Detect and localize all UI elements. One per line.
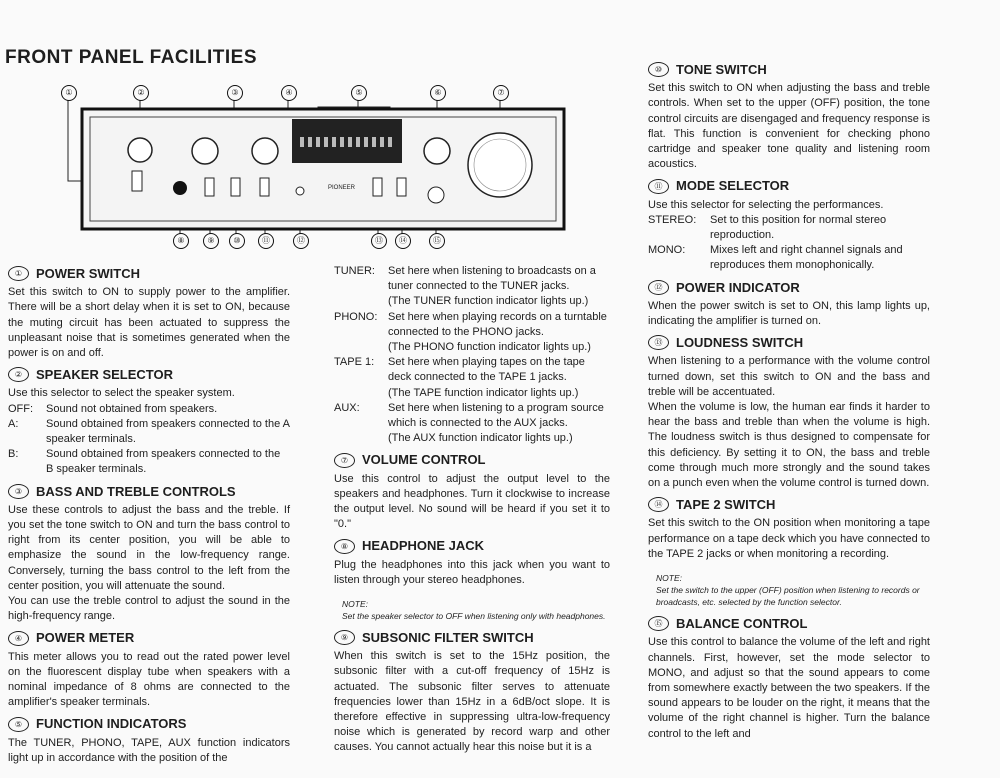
- note-box: [342, 598, 610, 622]
- section-heading: [8, 484, 290, 499]
- callout-4: ④: [281, 85, 297, 101]
- section-body: Use this control to adjust the output level to the speakers and headphones. Turn it clockwise to increase the output level. No sound will be heard if you set it to "0.": [334, 472, 610, 531]
- definition-desc: Set here when playing tapes on the tape deck connected to the TAPE 1 jacks.: [388, 356, 585, 384]
- definition-note: (The TAPE function indicator lights up.): [388, 386, 579, 399]
- heading-text: TONE SWITCH: [676, 62, 767, 77]
- section-number: ⑦: [334, 453, 355, 468]
- section-number: ⑤: [8, 717, 29, 732]
- heading-text: POWER INDICATOR: [676, 279, 800, 295]
- note-title: NOTE:: [656, 573, 682, 584]
- note-text: Set the speaker selector to OFF when listening only with headphones.: [342, 611, 606, 622]
- column-1: [8, 260, 290, 766]
- definition-row: [648, 243, 930, 273]
- definition-row: [8, 417, 290, 447]
- callout-9: ⑨: [203, 233, 219, 249]
- definition-term: MONO:: [648, 244, 686, 257]
- section-body: This meter allows you to read out the rated power level on the fluorescent display tube when speakers with a nominal impedance of 8 ohms are connected to the amplifier's speaker terminals.: [8, 650, 290, 709]
- section-heading: [648, 280, 930, 295]
- definition-row: [648, 213, 930, 243]
- callout-8: ⑧: [173, 233, 189, 249]
- section-body: Use these controls to adjust the bass and the treble. If you set the tone switch to ON and turn the bass control to right from its center position, you will be able to emphasize the sound in the low-frequency range. Conversely, turning the bass control to the left from the center position, you will attenuate the sound.: [8, 503, 290, 592]
- section-heading: [334, 630, 610, 645]
- section-heading: [8, 367, 290, 382]
- section-number: ③: [8, 484, 29, 499]
- definition-row: [8, 402, 290, 417]
- definition-row: [334, 355, 610, 401]
- front-panel-diagram: [60, 85, 605, 255]
- section-heading: [334, 538, 610, 553]
- section-heading: [8, 716, 290, 731]
- heading-text: POWER METER: [36, 630, 135, 646]
- column-3: [648, 56, 930, 742]
- section-number: ⑫: [648, 280, 669, 295]
- brand-label: PIONEER: [328, 185, 356, 191]
- heading-text: TAPE 2 SWITCH: [676, 497, 776, 513]
- definition-desc: Set here when listening to broadcasts on a tuner connected to the TUNER jacks.: [388, 265, 596, 293]
- definition-row: [334, 401, 610, 447]
- heading-text: BASS AND TREBLE CONTROLS: [36, 483, 236, 499]
- section-number: ④: [8, 631, 29, 646]
- page-title: FRONT PANEL FACILITIES: [5, 47, 258, 68]
- section-number: ①: [8, 266, 29, 281]
- definition-note: (The TUNER function indicator lights up.): [388, 295, 589, 308]
- section-heading: [648, 335, 930, 350]
- definition-term: PHONO:: [334, 310, 378, 323]
- section-number: ⑮: [648, 616, 669, 631]
- section-body: Plug the headphones into this jack when you want to listen through your stereo headphones.: [334, 558, 610, 586]
- definition-note: (The AUX function indicator lights up.): [388, 432, 573, 445]
- section-heading: [8, 630, 290, 645]
- section-body-2: You can use the treble control to adjust the sound in the high-frequency range.: [8, 595, 290, 623]
- callout-1: ①: [61, 85, 77, 101]
- section-body: When listening to a performance with the volume control turned down, set this switch to ON and the bass and treble will be accentuated.: [648, 355, 930, 398]
- definition-desc: Sound obtained from speakers connected to the A speaker terminals.: [46, 417, 290, 446]
- section-number: ⑩: [648, 62, 669, 77]
- section-heading: [334, 452, 610, 467]
- section-intro: Use this selector for selecting the performances.: [648, 198, 884, 211]
- definition-desc: Sound not obtained from speakers.: [46, 402, 218, 415]
- definition-term: TAPE 1:: [334, 356, 375, 369]
- section-number: ⑬: [648, 335, 669, 350]
- note-title: NOTE:: [342, 599, 368, 610]
- definition-row: [8, 447, 290, 477]
- section-heading: [648, 178, 930, 193]
- definition-note: (The PHONO function indicator lights up.): [388, 341, 591, 354]
- section-body: When the power switch is set to ON, this lamp lights up, indicating the amplifier is turned on.: [648, 299, 930, 328]
- section-body: Set this switch to ON to supply power to the amplifier. There will be a short delay when it is set to ON, because the muting circuit has been actuated to suppress the unpleasant noise that is sometimes generated when the power is on and off.: [8, 286, 290, 360]
- callout-6: ⑥: [430, 85, 446, 101]
- heading-text: SUBSONIC FILTER SWITCH: [362, 630, 534, 646]
- heading-text: MODE SELECTOR: [676, 178, 790, 194]
- column-2: [334, 264, 610, 756]
- definition-term: STEREO:: [648, 213, 697, 226]
- definition-desc: Set to this position for normal stereo reproduction.: [710, 213, 887, 242]
- callout-11: ⑪: [258, 233, 274, 249]
- section-heading: [648, 497, 930, 512]
- section-heading: [648, 616, 930, 631]
- heading-text: VOLUME CONTROL: [362, 452, 486, 468]
- definition-desc: Set here when playing records on a turntable connected to the PHONO jacks.: [388, 310, 607, 338]
- callout-15: ⑮: [429, 233, 445, 249]
- section-heading: [648, 62, 930, 77]
- section-body: The TUNER, PHONO, TAPE, AUX function indicators light up in accordance with the position of the: [8, 736, 290, 764]
- callout-3: ③: [227, 85, 243, 101]
- section-intro: Use this selector to select the speaker system.: [8, 387, 235, 400]
- callout-12: ⑫: [293, 233, 309, 249]
- heading-text: LOUDNESS SWITCH: [676, 335, 804, 351]
- section-number: ⑧: [334, 539, 355, 554]
- section-body: Set this switch to the ON position when monitoring a tape performance on a tape deck which you have connected to the TAPE 2 jacks or when monitoring a recording.: [648, 517, 930, 560]
- callout-10: ⑩: [229, 233, 245, 249]
- callout-7: ⑦: [493, 85, 509, 101]
- definition-desc: Set here when listening to a program source which is connected to the AUX jacks.: [388, 401, 604, 430]
- callout-5: ⑤: [351, 85, 367, 101]
- callout-2: ②: [133, 85, 149, 101]
- callout-14: ⑭: [395, 233, 411, 249]
- amplifier-drawing: [60, 85, 605, 255]
- section-number: ⑭: [648, 497, 669, 512]
- note-box: [656, 572, 930, 608]
- definition-desc: Mixes left and right channel signals and reproduces them monophonically.: [710, 244, 903, 272]
- section-body: When this switch is set to the 15Hz position, the subsonic filter with a cut-off frequency of 15Hz is actuated. The subsonic filter serves to attenuate frequencies lower than 15Hz in a 6dB/oct slope. It is therefore effective in suppressing ultra-low-frequency noise which is generated by record warp and other causes. You cannot actually hear this noise but it is a: [334, 650, 610, 754]
- section-number: ②: [8, 367, 29, 382]
- section-heading: [8, 266, 290, 281]
- heading-text: POWER SWITCH: [36, 266, 140, 281]
- callout-13: ⑬: [371, 233, 387, 249]
- heading-text: BALANCE CONTROL: [676, 616, 808, 632]
- section-body: Set this switch to ON when adjusting the bass and treble controls. When set to the upper (OFF) position, the tone control circuits are disengaged and frequency response is flat. This function is convenient for checking phono cartridge and speaker tone quality and listening room acoustics.: [648, 82, 930, 171]
- definition-term: TUNER:: [334, 265, 375, 277]
- heading-text: HEADPHONE JACK: [362, 538, 485, 554]
- section-number: ⑪: [648, 179, 669, 194]
- section-body-2: When the volume is low, the human ear finds it harder to hear the bass and treble than when the volume is high. The loudness switch is thus designed to compensate for this deficiency. By setting it to ON, the bass and treble come through much more strongly and the sound takes on a punch even when the volume control is turned down.: [648, 401, 930, 490]
- definition-desc: Sound obtained from speakers connected to the B speaker terminals.: [46, 448, 281, 476]
- definition-term: OFF:: [8, 402, 34, 415]
- heading-text: FUNCTION INDICATORS: [36, 716, 187, 732]
- heading-text: SPEAKER SELECTOR: [36, 367, 174, 383]
- definition-term: B:: [8, 448, 19, 461]
- section-body: Use this control to balance the volume of the left and right channels. First, however, set the mode selector to MONO, and adjust so that the sound appears to come from somewhere exactly between the two speakers. If the sound appears to be louder on the right, it means that the volume of the right channel is higher. Turn the balance control to the left and: [648, 636, 930, 740]
- note-text: Set the switch to the upper (OFF) position when listening to records or broadcasts, etc. selected by the function selector.: [656, 585, 920, 608]
- definition-term: AUX:: [334, 401, 360, 414]
- section-number: ⑨: [334, 630, 355, 645]
- definition-row: [334, 310, 610, 356]
- definition-row: [334, 264, 610, 310]
- definition-term: A:: [8, 417, 19, 430]
